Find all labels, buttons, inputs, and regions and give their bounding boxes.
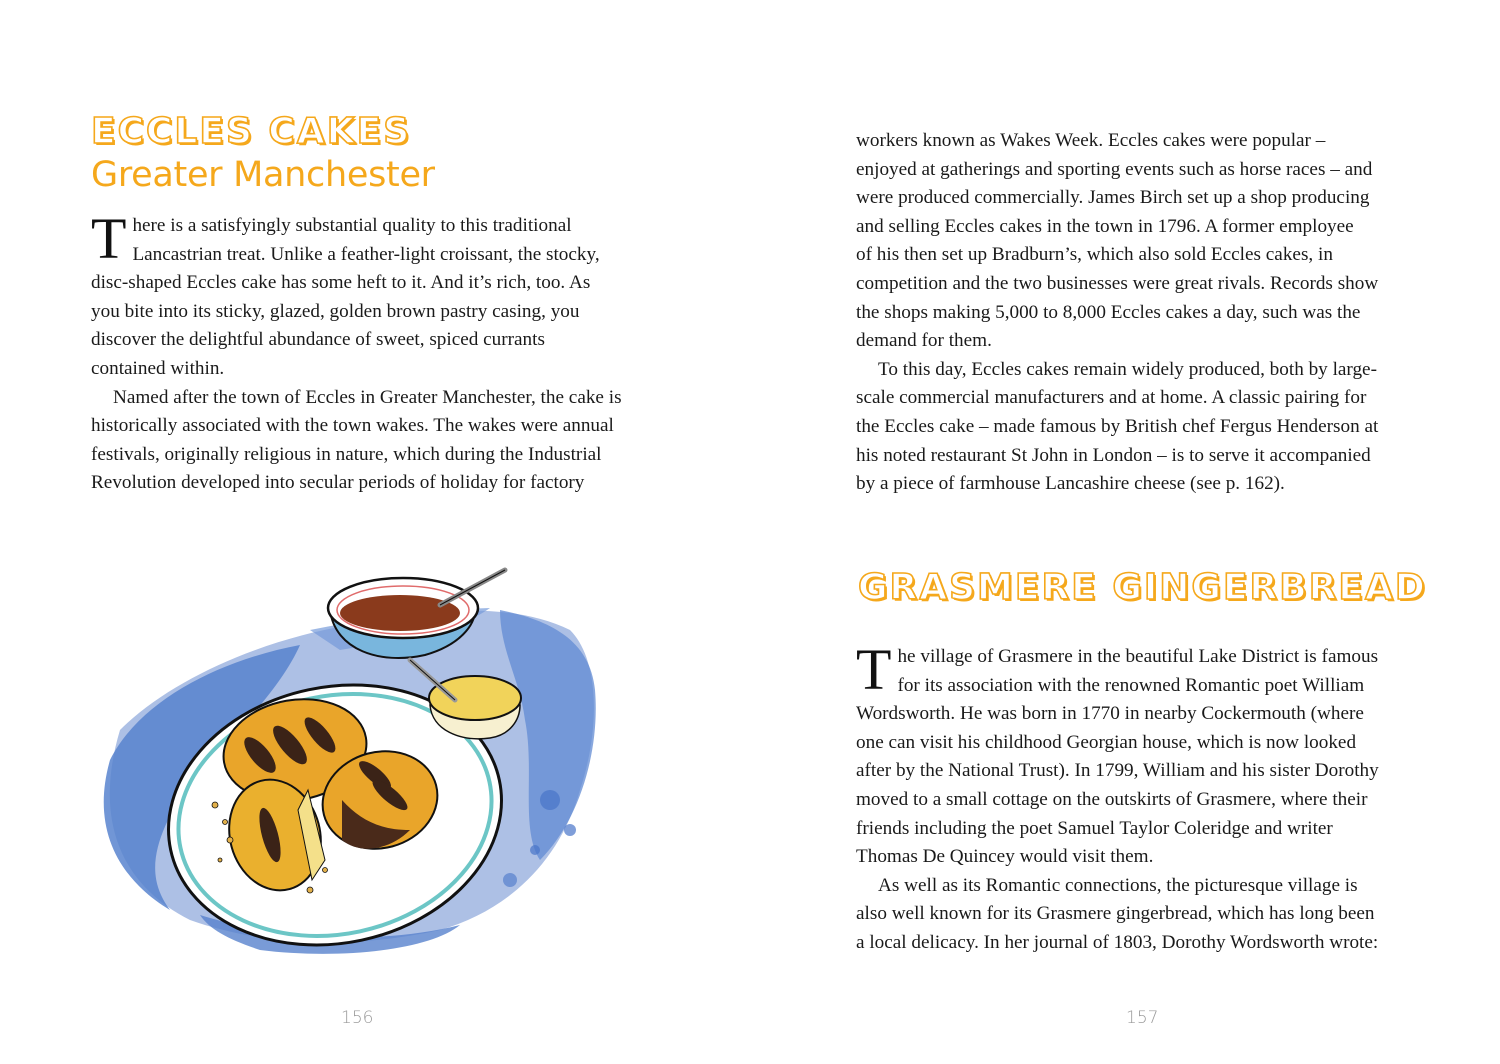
drop-cap: T [91, 206, 127, 271]
text-line: As well as its Romantic connections, the picturesque village is [878, 874, 1358, 896]
illustration-svg [80, 530, 650, 1000]
page-number-left: 156 [341, 1008, 374, 1028]
section-heading [858, 568, 1427, 608]
text-line: Named after the town of Eccles in Greater Manchester, the cake is [113, 386, 622, 408]
right-page [750, 0, 1500, 1064]
text-line: discover the delightful abundance of sweet, spiced currants [91, 329, 545, 351]
page-number-right: 157 [1126, 1008, 1159, 1028]
gingerbread-paragraph [856, 872, 1426, 958]
text-line: demand for them. [856, 330, 992, 352]
section-title: GRASMERE GINGERBREAD [858, 567, 1427, 608]
text-line: he village of Grasmere in the beautiful Lake District is famous [897, 646, 1379, 667]
text-line: contained within. [91, 357, 225, 379]
modern-paragraph [856, 356, 1426, 499]
drop-cap: T [856, 637, 892, 702]
intro-paragraph [91, 206, 651, 384]
text-line: the shops making 5,000 to 8,000 Eccles cakes a day, such was the [856, 301, 1361, 323]
text-line: Thomas De Quincey would visit them. [856, 846, 1154, 868]
text-line: by a piece of farmhouse Lancashire cheese (see p. 162). [856, 473, 1285, 495]
text-line: the Eccles cake – made famous by British chef Fergus Henderson at [856, 415, 1379, 437]
eccles-cakes-illustration [80, 530, 650, 1000]
left-body-text [91, 206, 651, 498]
text-line: historically associated with the town wakes. The wakes were annual [91, 415, 614, 437]
text-line: his noted restaurant St John in London – is to serve it accompanied [856, 444, 1371, 466]
text-line: Lancastrian treat. Unlike a feather-light croissant, the stocky, [132, 243, 600, 265]
text-line: you bite into its sticky, glazed, golden brown pastry casing, you [91, 300, 580, 322]
text-line: Wordsworth. He was born in 1770 in nearby Cockermouth (where [856, 703, 1364, 725]
recipe-region: Greater Manchester [91, 155, 435, 195]
text-line: To this day, Eccles cakes remain widely produced, both by large- [878, 358, 1377, 380]
text-line: moved to a small cottage on the outskirts of Grasmere, where their [856, 788, 1368, 810]
text-line: disc-shaped Eccles cake has some heft to it. And it’s rich, too. As [91, 272, 591, 294]
text-line: workers known as Wakes Week. Eccles cakes were popular – [856, 130, 1326, 151]
text-line: friends including the poet Samuel Taylor Coleridge and writer [856, 817, 1333, 839]
text-line: Revolution developed into secular periods of holiday for factory [91, 472, 585, 494]
text-line: for its association with the renowned Romantic poet William [897, 674, 1365, 696]
continued-paragraph [856, 127, 1426, 356]
recipe-title: ECCLES CAKES [91, 111, 412, 152]
text-line: also well known for its Grasmere gingerbread, which has long been [856, 903, 1375, 925]
grasmere-intro-paragraph [856, 637, 1426, 872]
text-line: enjoyed at gatherings and sporting events such as horse races – and [856, 158, 1373, 180]
text-line: competition and the two businesses were great rivals. Records show [856, 272, 1379, 294]
text-line: here is a satisfyingly substantial quality to this traditional [132, 215, 572, 236]
text-line: and selling Eccles cakes in the town in 1796. A former employee [856, 215, 1354, 237]
text-line: were produced commercially. James Birch set up a shop producing [856, 187, 1370, 209]
right-body-text [856, 637, 1426, 958]
text-line: of his then set up Bradburn’s, which also sold Eccles cakes, in [856, 244, 1333, 266]
text-line: festivals, originally religious in nature, which during the Industrial [91, 443, 602, 465]
text-line: scale commercial manufacturers and at home. A classic pairing for [856, 387, 1367, 409]
text-line: a local delicacy. In her journal of 1803, Dorothy Wordsworth wrote: [856, 931, 1379, 953]
recipe-heading [91, 112, 435, 196]
right-continued-text [856, 127, 1426, 499]
history-paragraph [91, 384, 651, 498]
text-line: one can visit his childhood Georgian house, which is now looked [856, 731, 1357, 753]
text-line: after by the National Trust). In 1799, William and his sister Dorothy [856, 760, 1379, 782]
